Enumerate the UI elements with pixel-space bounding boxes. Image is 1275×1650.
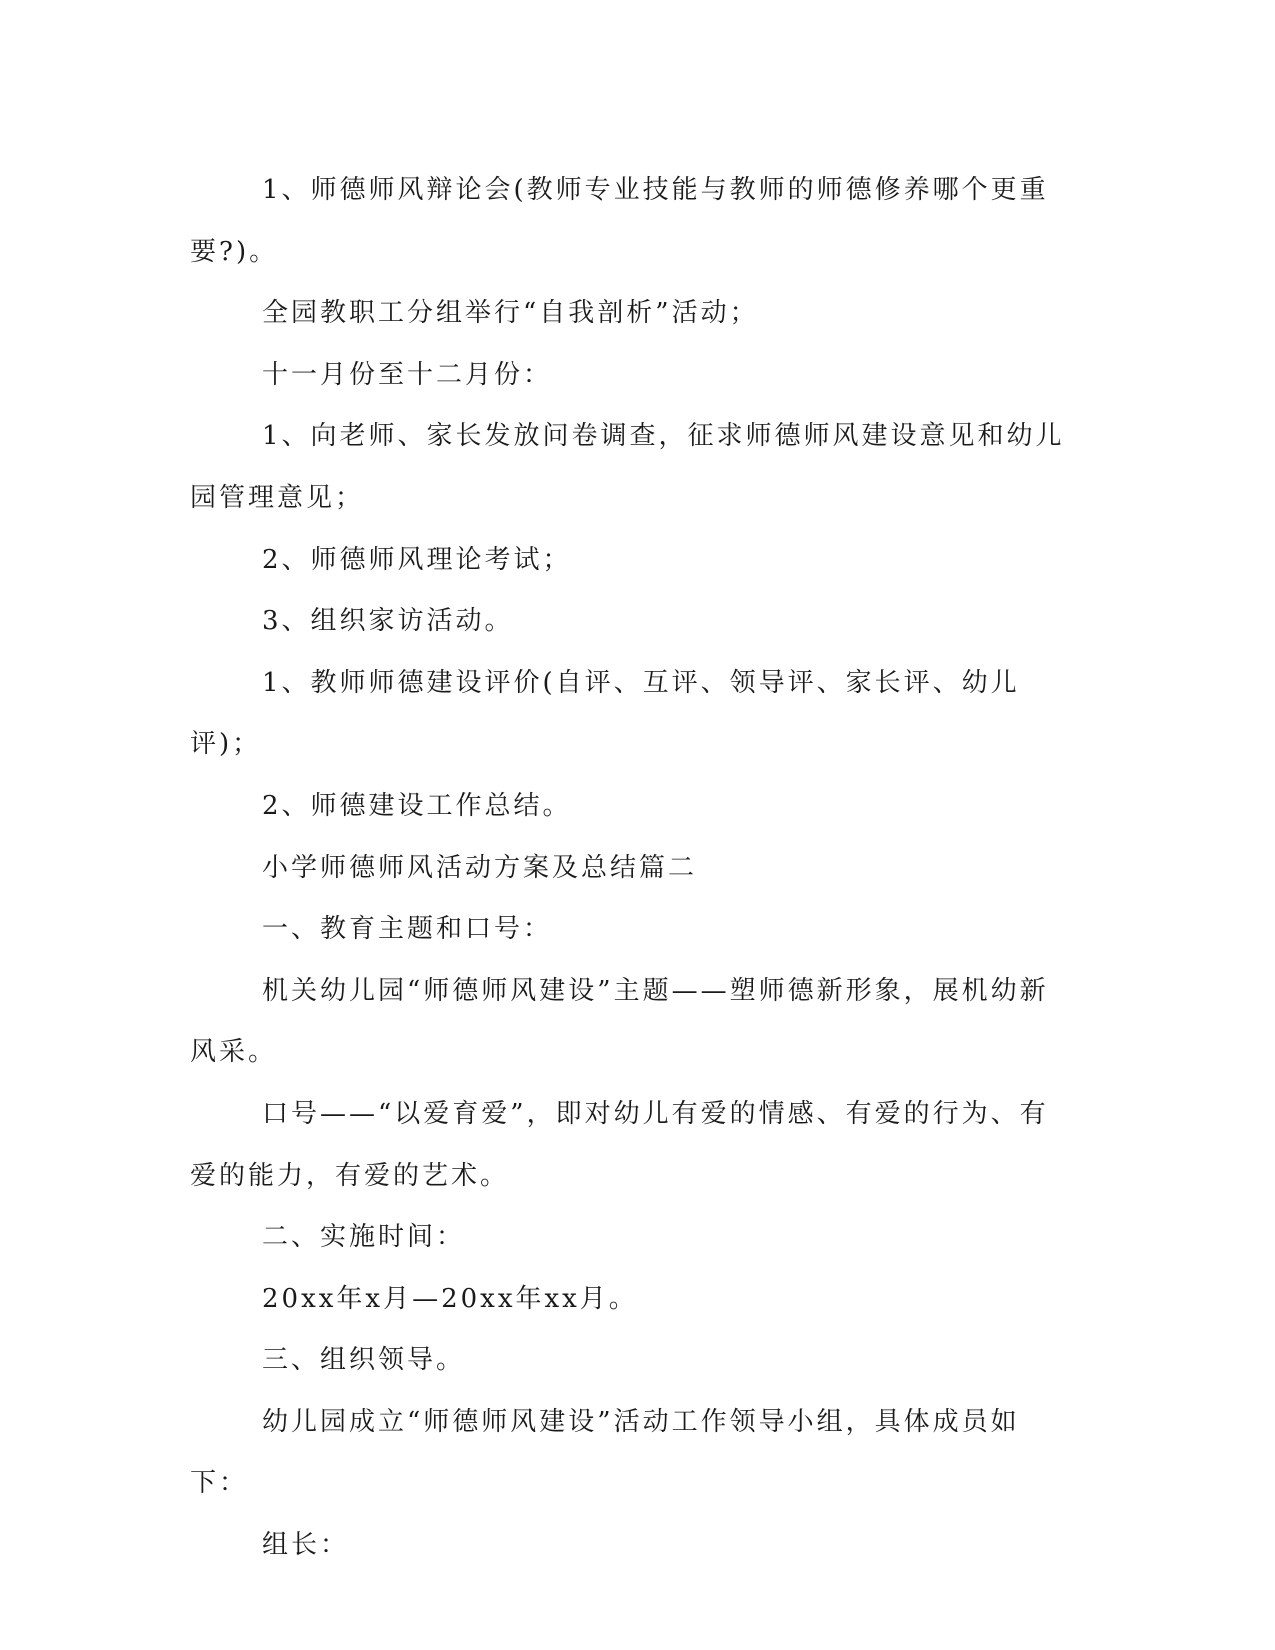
paragraph-theme: 机关幼儿园“师德师风建设”主题——塑师德新形象，展机幼新风采。 xyxy=(190,975,1049,1068)
section-title-part-two: 小学师德师风活动方案及总结篇二 xyxy=(262,852,698,883)
paragraph-date-range: 20xx年x月—20xx年xx月。 xyxy=(262,1283,638,1314)
paragraph-theory-exam: 2、师德师风理论考试； xyxy=(262,544,572,575)
paragraph-home-visit: 3、组织家访活动。 xyxy=(262,606,514,637)
paragraph-summary: 2、师德建设工作总结。 xyxy=(262,790,572,821)
paragraph-leadership-group: 幼儿园成立“师德师风建设”活动工作领导小组，具体成员如下： xyxy=(190,1406,1020,1499)
paragraph-survey: 1、向老师、家长发放问卷调查，征求师德师风建设意见和幼儿园管理意见； xyxy=(190,421,1065,513)
paragraph-group-leader: 组长： xyxy=(262,1530,350,1561)
heading-leadership: 三、组织领导。 xyxy=(262,1345,466,1376)
paragraph-slogan: 口号——“以爱育爱”，即对幼儿有爱的情感、有爱的行为、有爱的能力，有爱的艺术。 xyxy=(190,1098,1049,1191)
document-body xyxy=(190,160,1070,1577)
paragraph-nov-dec: 十一月份至十二月份： xyxy=(262,359,553,390)
paragraph-evaluation: 1、教师师德建设评价(自评、互评、领导评、家长评、幼儿评)； xyxy=(190,667,1020,760)
heading-implementation-time: 二、实施时间： xyxy=(262,1222,466,1253)
paragraph-self-analysis: 全园教职工分组举行“自我剖析”活动； xyxy=(262,298,759,329)
heading-theme-slogan: 一、教育主题和口号： xyxy=(262,914,553,945)
paragraph-debate: 1、师德师风辩论会(教师专业技能与教师的师德修养哪个更重要?)。 xyxy=(190,175,1049,267)
